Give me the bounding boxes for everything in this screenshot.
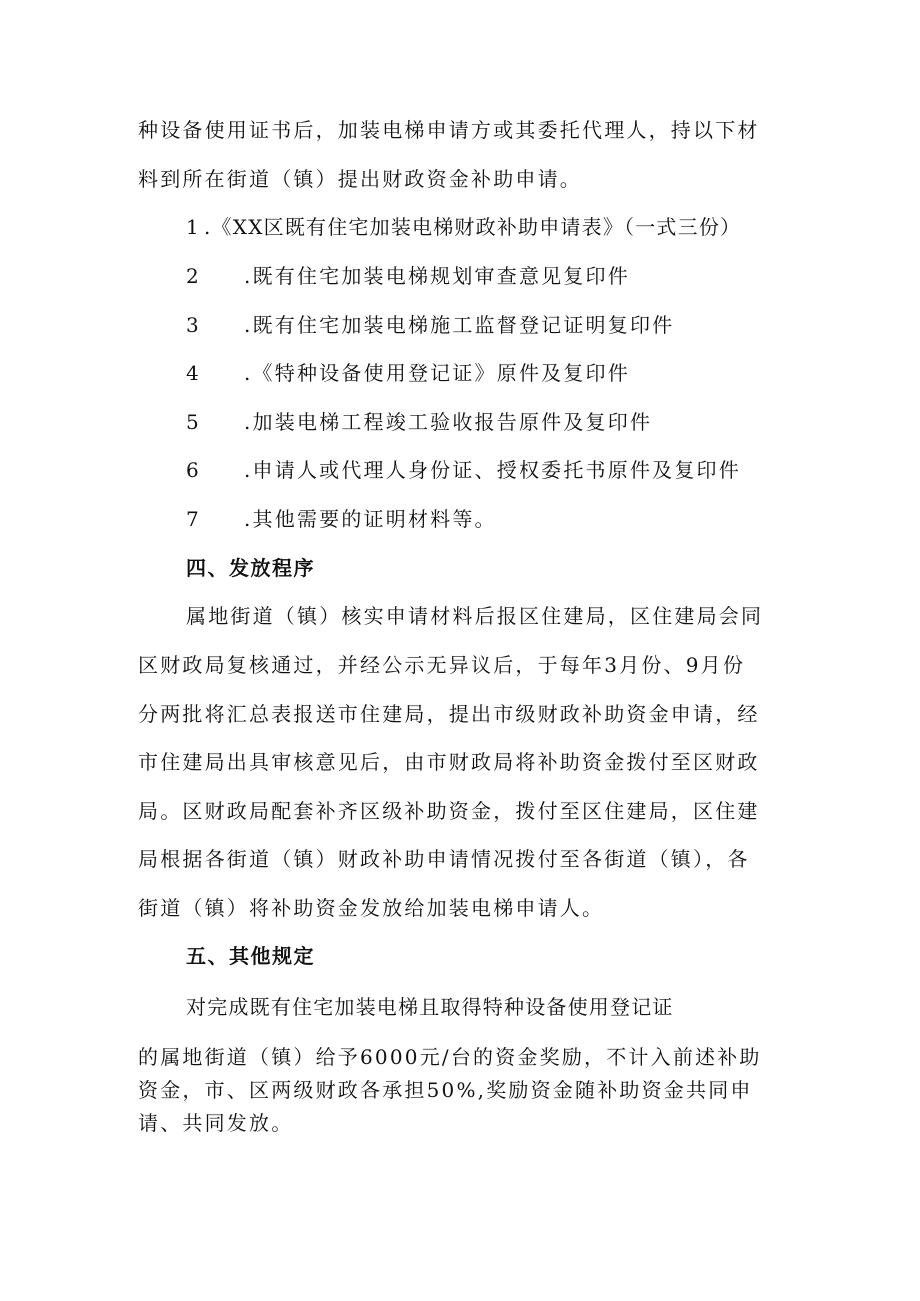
list-item-text: .申请人或代理人身份证、授权委托书原件及复印件: [244, 458, 741, 482]
list-item-text: .《特种设备使用登记证》原件及复印件: [244, 361, 630, 385]
list-item-text: .既有住宅加装电梯规划审查意见复印件: [244, 264, 630, 288]
paragraph-line: 局。区财政局配套补齐区级补助资金，拨付至区住建局，区住建: [138, 799, 760, 823]
paragraph-line: 的属地街道（镇）给予6000元/台的资金奖励，不计入前述补助: [138, 1045, 762, 1069]
paragraph-line: 局根据各街道（镇）财政补助申请情况拨付至各街道（镇），各: [138, 847, 750, 871]
section-5-heading: 五、其他规定: [186, 944, 315, 968]
intro-line-1: 种设备使用证书后，加装电梯申请方或其委托代理人，持以下材: [138, 118, 760, 142]
list-item-text: .既有住宅加装电梯施工监督登记证明复印件: [244, 313, 675, 337]
list-item-number: 7: [186, 507, 199, 531]
list-item-number: 6: [186, 458, 199, 482]
paragraph-line: 对完成既有住宅加装电梯且取得特种设备使用登记证: [186, 995, 674, 1019]
paragraph-line: 市住建局出具审核意见后，由市财政局将补助资金拨付至区财政: [138, 750, 760, 774]
intro-line-2: 料到所在街道（镇）提出财政资金补助申请。: [138, 167, 582, 191]
list-item-text: .《XX区既有住宅加装电梯财政补助申请表》（一式三份）: [204, 215, 742, 239]
paragraph-line: 属地街道（镇）核实申请材料后报区住建局，区住建局会同: [186, 604, 764, 628]
paragraph-line: 区财政局复核通过，并经公示无异议后，于每年3月份、9月份: [138, 653, 746, 677]
list-item-number: 4: [186, 361, 199, 385]
list-item-number: 5: [186, 410, 199, 434]
list-item-text: .加装电梯工程竣工验收报告原件及复印件: [244, 410, 653, 434]
list-item-number: 1: [186, 215, 199, 239]
paragraph-line: 分两批将汇总表报送市住建局，提出市级财政补助资金申请，经: [138, 702, 760, 726]
list-item-number: 3: [186, 313, 199, 337]
section-4-heading: 四、发放程序: [186, 556, 315, 580]
list-item-text: .其他需要的证明材料等。: [244, 507, 497, 531]
paragraph-line: 街道（镇）将补助资金发放给加装电梯申请人。: [138, 896, 605, 920]
list-item-number: 2: [186, 264, 199, 288]
paragraph-line: 资金，市、区两级财政各承担50%,奖励资金随补助资金共同申: [138, 1078, 753, 1102]
paragraph-line: 请、共同发放。: [138, 1111, 294, 1135]
